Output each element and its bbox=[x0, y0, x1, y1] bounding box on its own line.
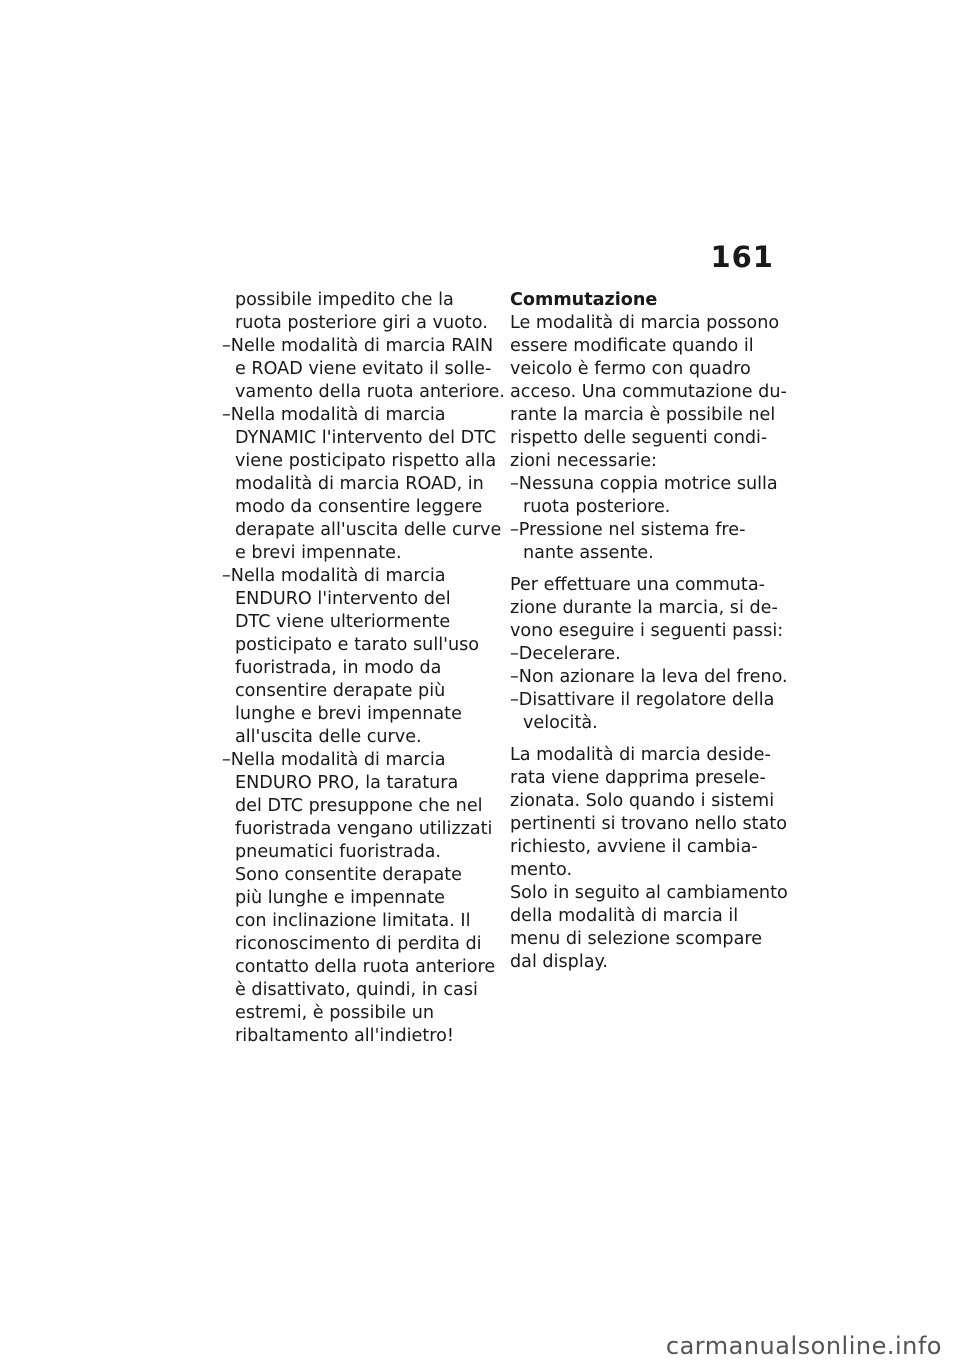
footer-watermark: carmanualsonline.info bbox=[665, 1332, 942, 1360]
text-line: rispetto delle seguenti condi- bbox=[510, 428, 768, 448]
text-line: zione durante la marcia, si de- bbox=[510, 598, 778, 618]
text-line: DYNAMIC l'intervento del DTC bbox=[235, 428, 497, 448]
text-line: –Nessuna coppia motrice sulla bbox=[510, 474, 778, 494]
text-line: più lunghe e impennate bbox=[235, 888, 445, 908]
text-line: Sono consentite derapate bbox=[235, 865, 462, 885]
text-line: –Decelerare. bbox=[510, 644, 621, 664]
steps-list bbox=[510, 643, 788, 735]
text-line: fuoristrada, in modo da bbox=[235, 658, 442, 678]
text-line: ENDURO l'intervento del bbox=[235, 589, 451, 609]
text-line: essere modificate quando il bbox=[510, 336, 754, 356]
text-line: posticipato e tarato sull'uso bbox=[235, 635, 480, 655]
text-line: modo da consentire leggere bbox=[235, 497, 483, 517]
left-column bbox=[222, 289, 505, 1048]
text-line: all'uscita delle curve. bbox=[235, 727, 422, 747]
text-line: Per effettuare una commuta- bbox=[510, 575, 765, 595]
text-line: pertinenti si trovano nello stato bbox=[510, 814, 787, 834]
text-line: ENDURO PRO, la taratura bbox=[235, 773, 459, 793]
text-line: –Non azionare la leva del freno. bbox=[510, 667, 788, 687]
text-line: possibile impedito che la bbox=[235, 290, 454, 310]
text-line: –Nelle modalità di marcia RAIN bbox=[222, 336, 494, 356]
text-line: rante la marcia è possibile nel bbox=[510, 405, 776, 425]
text-line: –Nella modalità di marcia bbox=[222, 405, 446, 425]
text-line: e ROAD viene evitato il solle- bbox=[235, 359, 492, 379]
text-line: ribaltamento all'indietro! bbox=[235, 1026, 454, 1046]
text-line: modalità di marcia ROAD, in bbox=[235, 474, 484, 494]
paragraph-steps-intro bbox=[510, 574, 784, 643]
text-line: vono eseguire i seguenti passi: bbox=[510, 621, 784, 641]
text-line: riconoscimento di perdita di bbox=[235, 934, 482, 954]
right-column bbox=[510, 289, 788, 974]
text-line: DTC viene ulteriormente bbox=[235, 612, 451, 632]
text-line: consentire derapate più bbox=[235, 681, 446, 701]
text-line: della modalità di marcia il bbox=[510, 906, 739, 926]
text-line: estremi, è possibile un bbox=[235, 1003, 435, 1023]
text-line: –Nella modalità di marcia bbox=[222, 750, 446, 770]
text-line: viene posticipato rispetto alla bbox=[235, 451, 497, 471]
text-line: è disattivato, quindi, in casi bbox=[235, 980, 478, 1000]
text-line: zionata. Solo quando i sistemi bbox=[510, 791, 775, 811]
text-line: acceso. Una commutazione du- bbox=[510, 382, 787, 402]
page-number: 161 bbox=[710, 240, 774, 274]
text-line: del DTC presuppone che nel bbox=[235, 796, 483, 816]
text-line: zioni necessarie: bbox=[510, 451, 657, 471]
text-line: –Pressione nel sistema fre- bbox=[510, 520, 746, 540]
text-line: Le modalità di marcia possono bbox=[510, 313, 780, 333]
text-line: e brevi impennate. bbox=[235, 543, 402, 563]
text-line: nante assente. bbox=[523, 543, 654, 563]
text-line: mento. bbox=[510, 860, 573, 880]
text-line: vamento della ruota anteriore. bbox=[235, 382, 505, 402]
text-line: velocità. bbox=[523, 713, 598, 733]
text-line: derapate all'uscita delle curve bbox=[235, 520, 502, 540]
paragraph-commutazione bbox=[510, 312, 787, 473]
text-line: richiesto, avviene il cambia- bbox=[510, 837, 758, 857]
text-line: contatto della ruota anteriore bbox=[235, 957, 496, 977]
text-line: con inclinazione limitata. Il bbox=[235, 911, 471, 931]
conditions-list bbox=[510, 473, 780, 565]
text-line: fuoristrada vengano utilizzati bbox=[235, 819, 493, 839]
paragraph-preselection bbox=[510, 744, 788, 974]
text-line: veicolo è fermo con quadro bbox=[510, 359, 751, 379]
text-line: ruota posteriore giri a vuoto. bbox=[235, 313, 488, 333]
section-heading: Commutazione bbox=[510, 290, 658, 310]
text-line: La modalità di marcia deside- bbox=[510, 745, 771, 765]
text-line: –Disattivare il regolatore della bbox=[510, 690, 775, 710]
text-line: rata viene dapprima presele- bbox=[510, 768, 766, 788]
text-line: lunghe e brevi impennate bbox=[235, 704, 462, 724]
text-line: pneumatici fuoristrada. bbox=[235, 842, 442, 862]
text-line: Solo in seguito al cambiamento bbox=[510, 883, 788, 903]
text-line: ruota posteriore. bbox=[523, 497, 671, 517]
text-line: menu di selezione scompare bbox=[510, 929, 763, 949]
text-line: dal display. bbox=[510, 952, 608, 972]
text-line: –Nella modalità di marcia bbox=[222, 566, 446, 586]
